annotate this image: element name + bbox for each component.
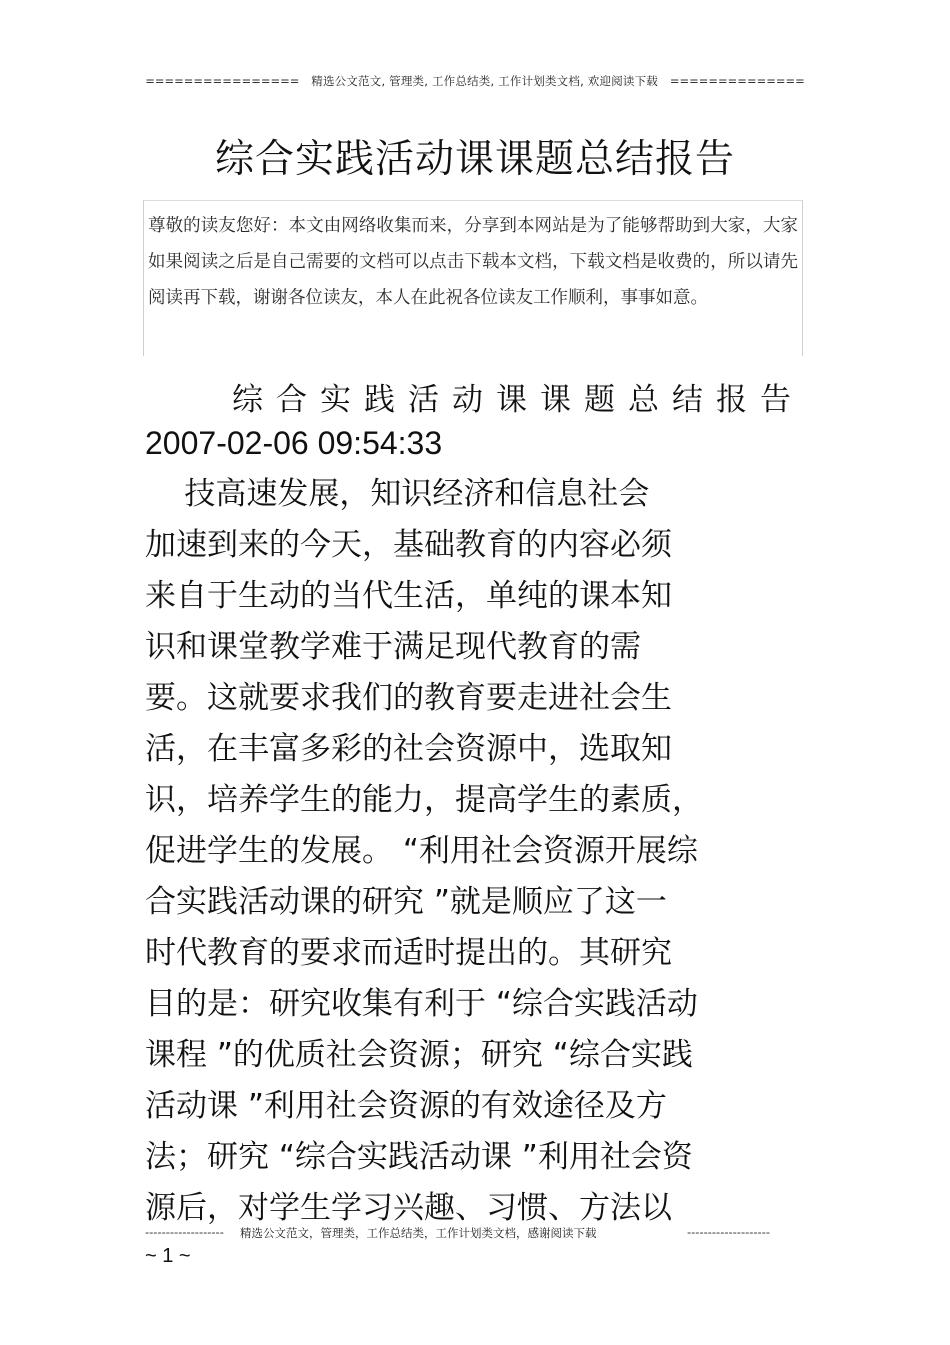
body-line: 合实践活动课的研究 ”就是顺应了这一: [145, 884, 667, 920]
body-line: 源后，对学生学习兴趣、习惯、方法以: [145, 1190, 672, 1226]
reader-notice-box: [143, 200, 803, 356]
body-line: 识，培养学生的能力，提高学生的素质，: [145, 782, 703, 818]
page-number: ~ 1 ~: [145, 1245, 191, 1267]
document-title: 综合实践活动课课题总结报告: [214, 137, 735, 182]
body-line: 加速到来的今天，基础教育的内容必须: [145, 527, 672, 563]
body-line: 促进学生的发展。 “利用社会资源开展综: [145, 833, 698, 869]
footer-left-rule: -------------------: [145, 1225, 224, 1239]
reader-notice-text: 尊敬的读友您好：本文由网络收集而来，分享到本网站是为了能够帮助到大家，大家如果阅读之后是自己需要的文档可以点击下载本文档，下载文档是收费的，所以请先阅读再下载，谢谢各位读友，本人在此祝各位读友工作顺利，事事如意。: [148, 216, 798, 308]
header-right-rule: ==============: [669, 74, 805, 88]
header-left-rule: ================: [145, 74, 300, 88]
notice-left-border: [143, 200, 144, 356]
body-line: 技高速发展，知识经济和信息社会: [145, 476, 650, 512]
notice-right-border: [802, 200, 803, 356]
body-line: 要。这就要求我们的教育要走进社会生: [145, 680, 672, 716]
article-subtitle: 综合实践活动课课题总结报告: [232, 382, 804, 418]
article-datetime: 2007-02-06 09:54:33: [145, 425, 443, 461]
body-line: 来自于生动的当代生活，单纯的课本知: [145, 578, 672, 614]
notice-top-border: [143, 200, 803, 201]
body-line: 活，在丰富多彩的社会资源中，选取知: [145, 731, 672, 767]
body-line: 目的是：研究收集有利于 “综合实践活动: [145, 986, 698, 1022]
body-line: 活动课 ”利用社会资源的有效途径及方: [145, 1088, 667, 1124]
body-line: 时代教育的要求而适时提出的。其研究: [145, 935, 672, 971]
footer-text: 精选公文范文，管理类，工作总结类，工作计划类文档，感谢阅读下载: [240, 1226, 597, 1240]
body-line: 识和课堂教学难于满足现代教育的需: [145, 629, 641, 665]
body-line: 课程 ”的优质社会资源；研究 “综合实践: [145, 1037, 693, 1073]
body-line: 法；研究 “综合实践活动课 ”利用社会资: [145, 1139, 693, 1175]
article-body: [145, 469, 805, 1234]
page-header: [0, 73, 950, 89]
header-text: 精选公文范文, 管理类, 工作总结类, 工作计划类文档, 欢迎阅读下载: [311, 74, 658, 88]
footer-right-rule: --------------------: [687, 1225, 770, 1239]
